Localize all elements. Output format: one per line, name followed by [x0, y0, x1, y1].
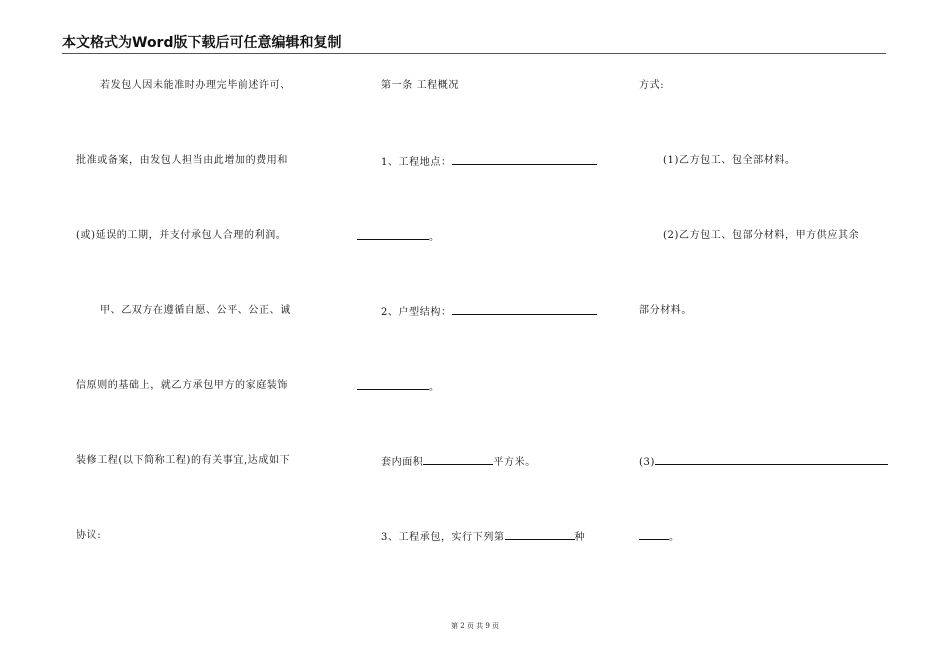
inner-area-blank [423, 454, 493, 465]
left-line-6: 装修工程(以下简称工程)的有关事宜,达成如下 [76, 455, 291, 466]
right-line-2: (1)乙方包工、包全部材料。 [663, 155, 796, 166]
contract-method-suffix: 种 [574, 532, 586, 543]
mid-line-1: 第一条 工程概况 [381, 80, 459, 91]
option-3-blank-cont [639, 529, 669, 540]
right-line-5 [639, 454, 888, 470]
mid-line-5 [357, 379, 440, 395]
layout-structure-blank [452, 304, 597, 315]
project-location-label: 1、工程地点： [381, 157, 452, 168]
inner-area-unit: 平方米。 [493, 457, 536, 468]
left-line-5: 信原则的基础上，就乙方承包甲方的家庭装饰 [76, 380, 288, 391]
contract-method-blank [505, 529, 575, 540]
header-title: 本文格式为Word版下载后可任意编辑和复制 [62, 35, 342, 51]
right-line-6 [639, 529, 680, 545]
layout-structure-label: 2、户型结构： [381, 307, 452, 318]
layout-structure-blank-cont [357, 379, 429, 390]
mid-line-4 [381, 304, 597, 320]
contract-method-label: 3、工程承包，实行下列第 [381, 532, 505, 543]
mid-line-2 [381, 154, 597, 170]
project-location-blank [452, 154, 597, 165]
left-line-2: 批准或备案，由发包人担当由此增加的费用和 [76, 155, 288, 166]
mid-line-7 [381, 529, 585, 545]
page-header [62, 34, 886, 54]
inner-area-label: 套内面积 [381, 457, 424, 468]
left-line-3: (或)延误的工期，并支付承包人合理的利润。 [76, 230, 287, 241]
right-line-4: 部分材料。 [639, 305, 692, 316]
left-line-1: 若发包人因未能准时办理完毕前述许可、 [100, 80, 291, 91]
mid-line-5-end: 。 [429, 382, 440, 393]
option-3-label: (3) [639, 457, 655, 468]
right-line-1: 方式: [639, 80, 665, 91]
right-line-6-end: 。 [669, 532, 680, 543]
right-line-3: (2)乙方包工、包部分材料，甲方供应其余 [663, 230, 860, 241]
mid-line-3-end: 。 [429, 232, 440, 243]
option-3-blank [655, 454, 888, 465]
mid-line-6 [381, 454, 536, 470]
project-location-blank-cont [357, 229, 429, 240]
left-line-4: 甲、乙双方在遵循自愿、公平、公正、诚 [100, 305, 291, 316]
page-number: 第 2 页 共 9 页 [450, 622, 500, 630]
left-line-7: 协议: [76, 530, 102, 541]
mid-line-3 [357, 229, 440, 245]
